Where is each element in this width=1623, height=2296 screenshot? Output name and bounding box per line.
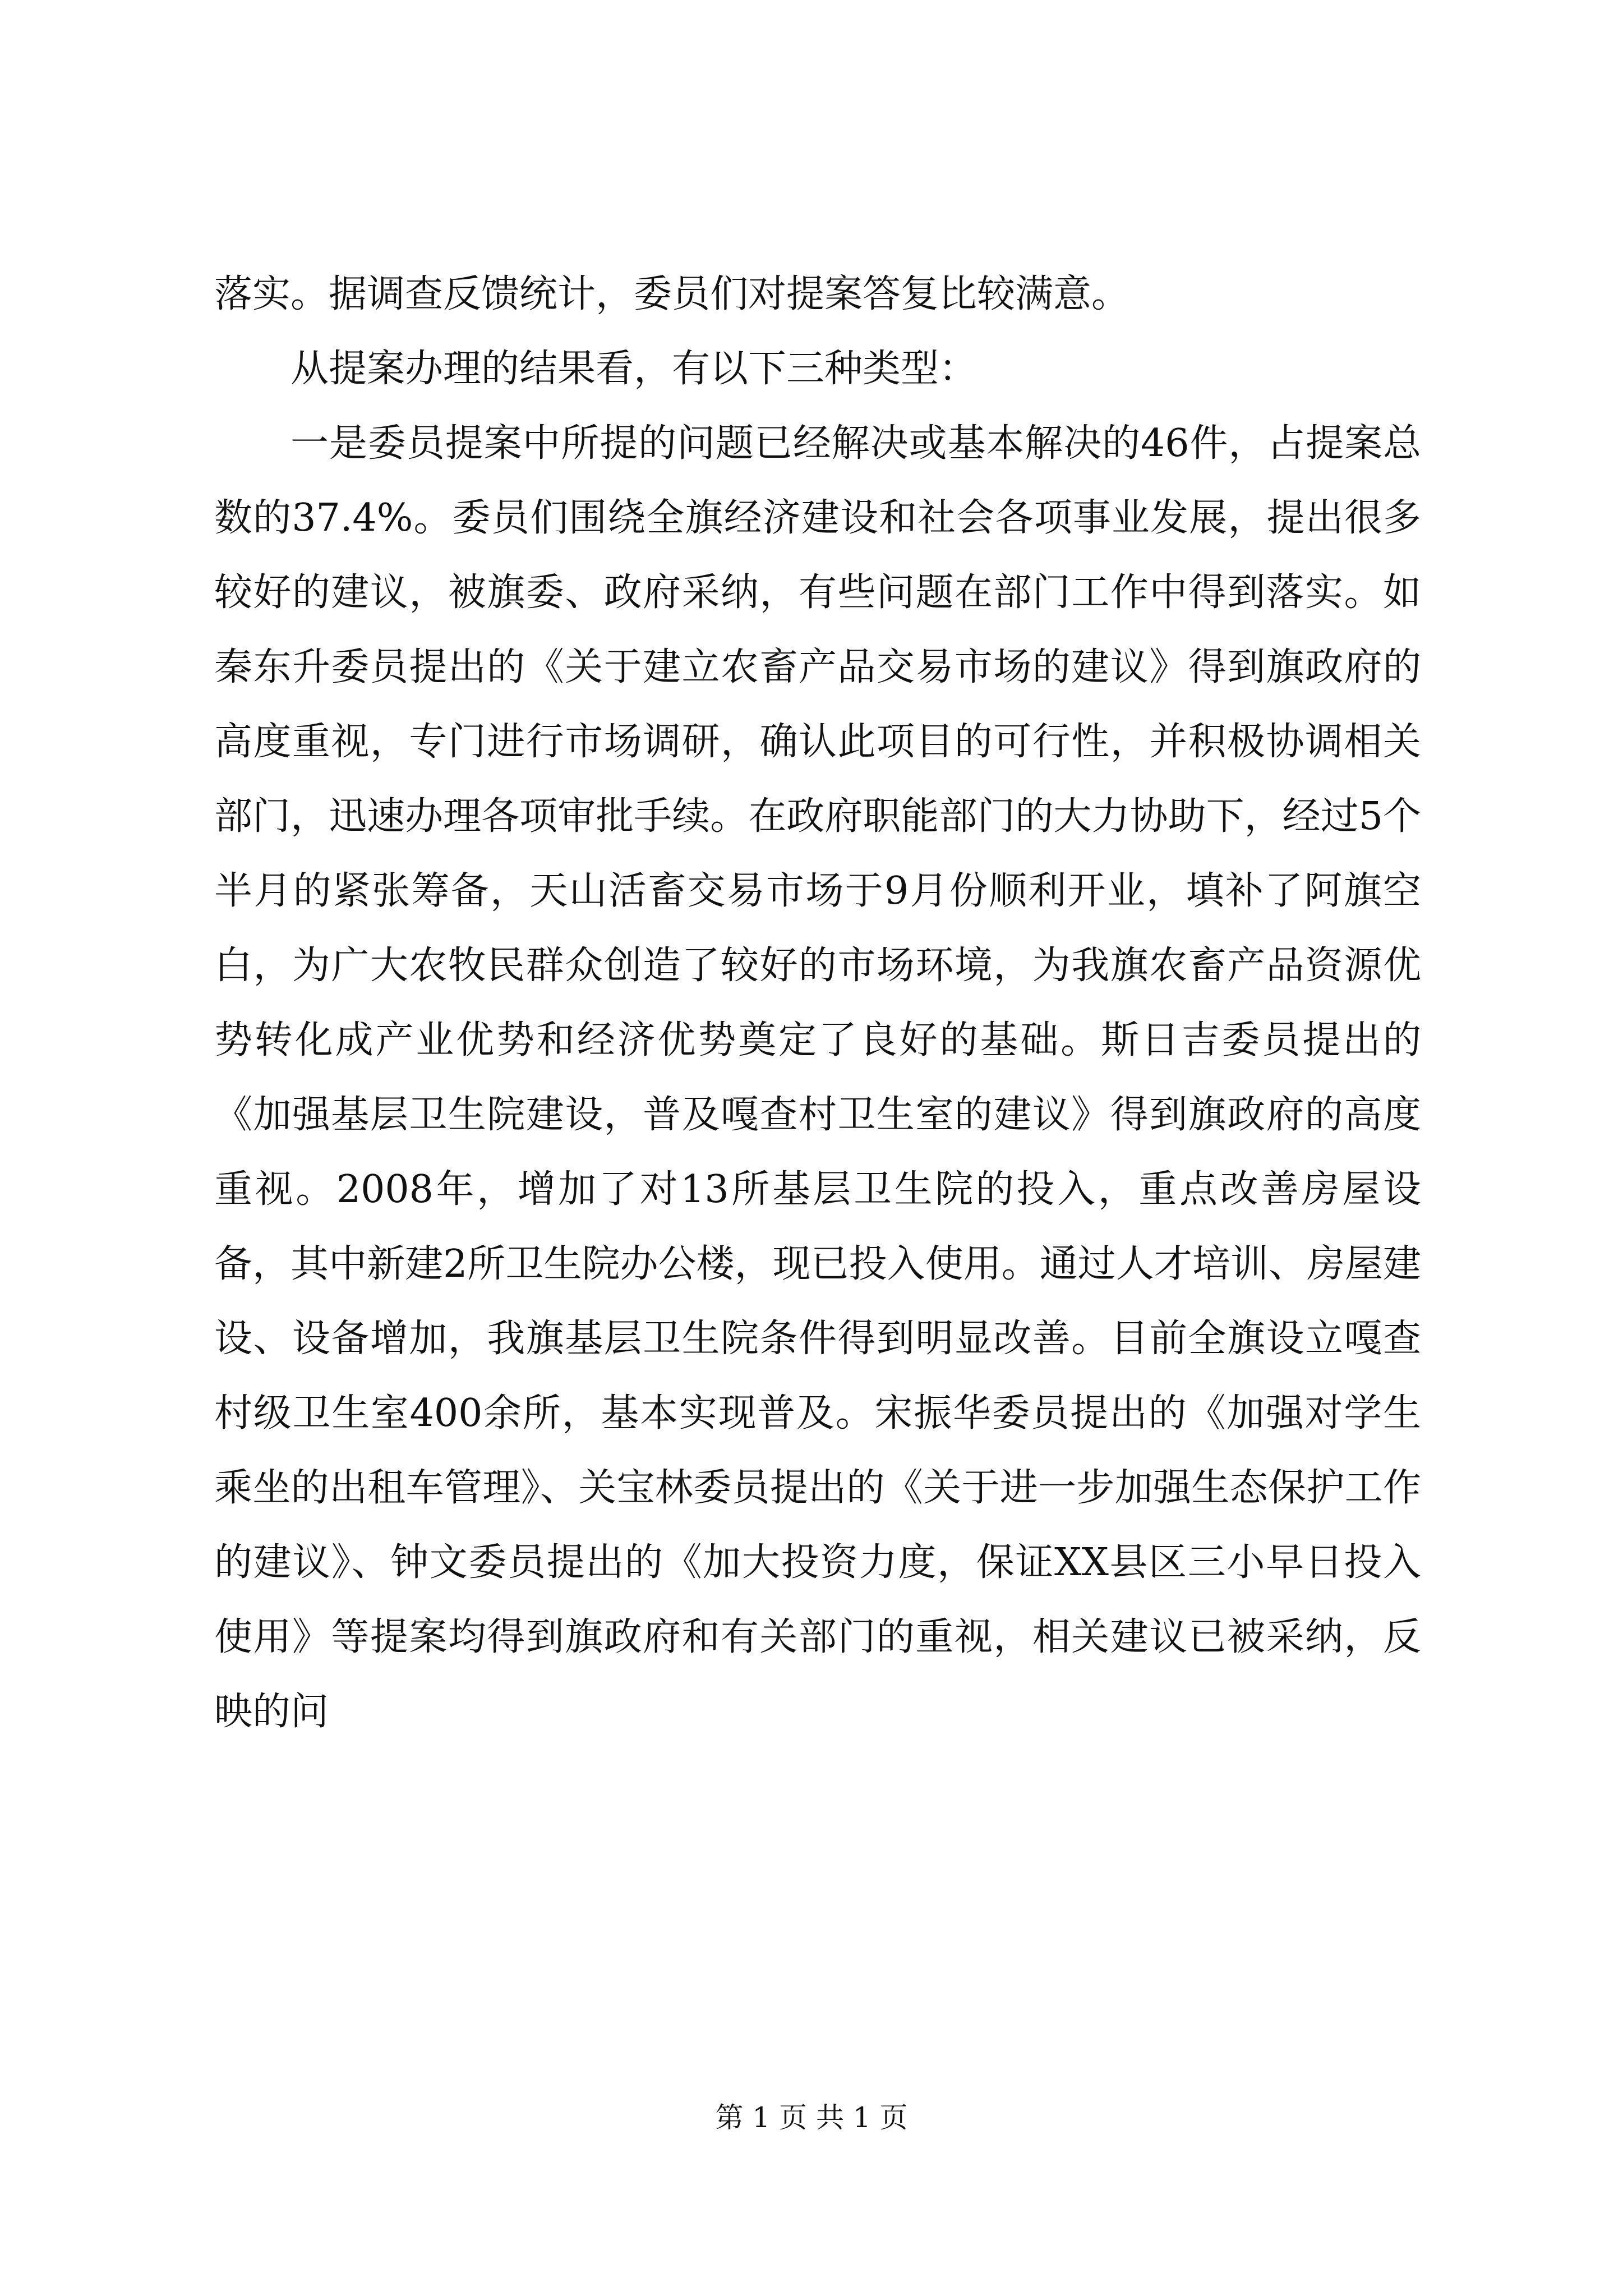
document-body bbox=[214, 257, 1421, 1749]
paragraph-type-one: 一是委员提案中所提的问题已经解决或基本解决的46件，占提案总数的37.4%。委员们围绕全旗经济建设和社会各项事业发展，提出很多较好的建议，被旗委、政府采纳，有些问题在部门工作中得到落实。如秦东升委员提出的《关于建立农畜产品交易市场的建议》得到旗政府的高度重视，专门进行市场调研，确认此项目的可行性，并积极协调相关部门，迅速办理各项审批手续。在政府职能部门的大力协助下，经过5个半月的紧张筹备，天山活畜交易市场于9月份顺利开业，填补了阿旗空白，为广大农牧民群众创造了较好的市场环境，为我旗农畜产品资源优势转化成产业优势和经济优势奠定了良好的基础。斯日吉委员提出的《加强基层卫生院建设，普及嘎查村卫生室的建议》得到旗政府的高度重视。2008年，增加了对13所基层卫生院的投入，重点改善房屋设备，其中新建2所卫生院办公楼，现已投入使用。通过人才培训、房屋建设、设备增加，我旗基层卫生院条件得到明显改善。目前全旗设立嘎查村级卫生室400余所，基本实现普及。宋振华委员提出的《加强对学生乘坐的出租车管理》、关宝林委员提出的《关于进一步加强生态保护工作的建议》、钟文委员提出的《加大投资力度，保证XX县区三小早日投入使用》等提案均得到旗政府和有关部门的重视，相关建议已被采纳，反映的问 bbox=[214, 421, 1421, 1734]
paragraph-continuation: 落实。据调查反馈统计，委员们对提案答复比较满意。 bbox=[214, 272, 1130, 316]
paragraph-result-types: 从提案办理的结果看，有以下三种类型： bbox=[291, 347, 978, 391]
page-footer: 第 1 页 共 1 页 bbox=[715, 2101, 908, 2134]
